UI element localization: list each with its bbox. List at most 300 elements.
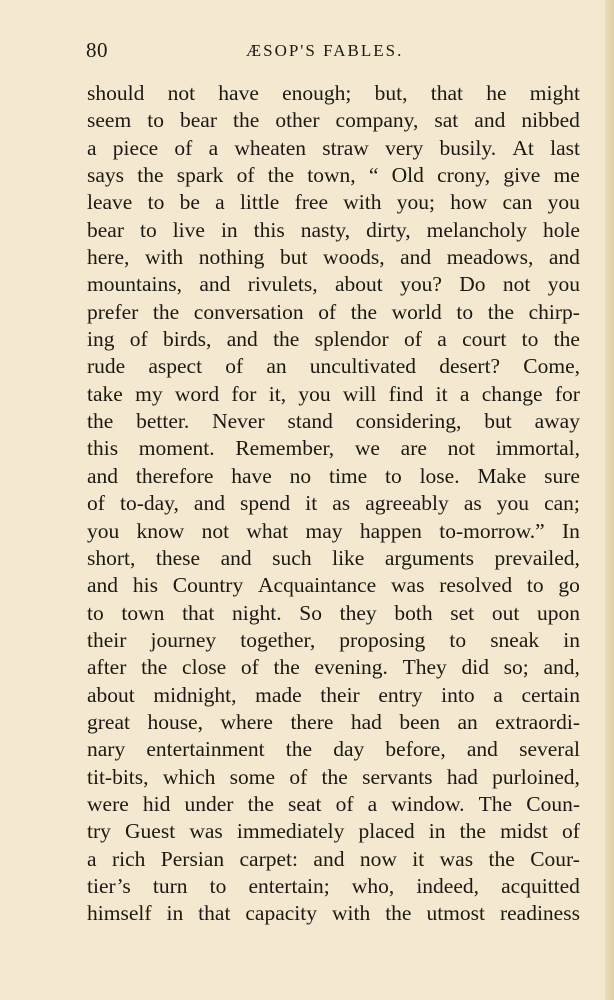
word: for <box>554 381 580 406</box>
text-line <box>87 107 580 134</box>
word: under <box>184 791 234 816</box>
word: bear <box>87 217 124 242</box>
word: melancholy <box>426 217 527 242</box>
word: prevailed, <box>494 545 580 570</box>
word: the <box>285 737 313 762</box>
word: and <box>226 327 258 352</box>
word: to <box>87 600 104 625</box>
word: can; <box>544 491 580 516</box>
word: no <box>289 463 312 488</box>
word: therefore <box>135 463 214 488</box>
text-line <box>87 518 580 545</box>
word: the <box>273 655 300 680</box>
word: and <box>220 545 252 570</box>
word: me <box>553 163 580 188</box>
word: been <box>399 709 440 734</box>
word: of <box>318 299 337 324</box>
word: know <box>136 518 185 543</box>
word: as <box>463 491 482 516</box>
word: of <box>562 819 580 844</box>
word: dirty, <box>366 217 411 242</box>
word: but, <box>374 81 408 105</box>
word: not <box>502 272 531 297</box>
word: to <box>385 463 402 488</box>
word: Make <box>477 463 527 488</box>
word: sneak <box>490 627 540 652</box>
word: have <box>218 81 259 105</box>
word: to <box>147 190 165 215</box>
word: very <box>385 135 424 160</box>
text-line <box>87 381 580 408</box>
text-line <box>87 791 580 818</box>
word: So <box>299 600 322 625</box>
text-line <box>87 490 580 517</box>
word: and <box>466 737 498 762</box>
word: nasty, <box>300 217 351 242</box>
word: tit-bits, <box>87 764 149 789</box>
word: try <box>87 819 111 844</box>
word: better. <box>136 409 190 434</box>
word: of <box>87 491 105 516</box>
word: agreeably <box>365 491 449 516</box>
word: to-morrow.” <box>439 518 545 543</box>
word: find <box>388 381 424 406</box>
word: rivulets, <box>247 272 318 297</box>
word: In <box>562 518 580 543</box>
word: where <box>220 709 273 734</box>
word: sure <box>544 463 580 488</box>
word: prefer <box>87 299 139 324</box>
word: upon <box>536 600 580 625</box>
word: my <box>135 381 163 406</box>
word: and <box>548 245 580 270</box>
text-line <box>87 408 580 435</box>
word: an <box>457 709 478 734</box>
text-line <box>87 217 580 244</box>
word: the <box>87 409 114 434</box>
word: were <box>87 791 129 816</box>
word: had <box>446 764 478 789</box>
word: you <box>547 190 580 215</box>
word: great <box>87 709 130 734</box>
word: They <box>402 655 447 680</box>
word: indeed, <box>416 873 479 898</box>
word: immortal, <box>495 436 580 461</box>
word: might <box>529 81 580 105</box>
word: utmost <box>426 901 485 926</box>
word: in <box>563 627 580 652</box>
word: other <box>275 108 320 133</box>
word: rich <box>111 846 146 871</box>
word: meadows, <box>446 245 534 270</box>
word: servants <box>362 764 433 789</box>
word: lose. <box>419 463 460 488</box>
word: arguments <box>384 545 475 570</box>
text-line <box>87 271 580 298</box>
word: says <box>87 163 125 188</box>
word: and <box>87 463 119 488</box>
word: short, <box>87 545 136 570</box>
word: leave <box>87 190 133 215</box>
text-line <box>87 189 580 216</box>
word: immediately <box>236 819 345 844</box>
word: house, <box>147 709 203 734</box>
text-line <box>87 709 580 736</box>
text-line <box>87 873 580 900</box>
word: day <box>333 737 365 762</box>
word: spark <box>176 163 224 188</box>
word: this <box>253 217 285 242</box>
word: that <box>198 901 231 926</box>
word: not <box>167 81 196 105</box>
word: the <box>487 299 515 324</box>
running-head-title: ÆSOP'S FABLES. <box>246 41 404 60</box>
word: it <box>412 846 425 871</box>
word: midnight, <box>153 682 237 707</box>
text-line <box>87 135 580 162</box>
word: go <box>558 573 580 598</box>
word: rude <box>87 354 126 379</box>
word: it <box>435 381 448 406</box>
word: may <box>305 518 343 543</box>
word: you <box>298 381 331 406</box>
word: entertainment <box>146 737 265 762</box>
word: a <box>493 682 503 707</box>
word: readiness <box>499 901 580 926</box>
word: several <box>519 737 580 762</box>
word: The <box>478 791 513 816</box>
word: this <box>87 436 119 461</box>
word: acquitted <box>501 873 580 898</box>
word: Cour- <box>530 846 580 871</box>
word: journey <box>150 627 217 652</box>
word: made <box>255 682 302 707</box>
word: placed <box>358 819 415 844</box>
word: be <box>179 190 200 215</box>
text-line <box>87 80 580 107</box>
word: Remember, <box>235 436 335 461</box>
word: bear <box>179 108 217 133</box>
word: about <box>334 272 383 297</box>
word: ing <box>87 327 115 352</box>
text-line <box>87 162 580 189</box>
word: moment. <box>138 436 215 461</box>
word: have <box>231 463 272 488</box>
word: considering, <box>355 409 462 434</box>
text-line <box>87 435 580 462</box>
word: and <box>87 573 119 598</box>
word: sat <box>434 108 459 133</box>
word: now <box>359 846 397 871</box>
body-text <box>87 80 580 928</box>
word: tier’s <box>87 873 131 898</box>
word: but <box>280 245 308 270</box>
word: Guest <box>125 819 176 844</box>
word: to <box>456 299 474 324</box>
word: the <box>267 163 295 188</box>
text-line <box>87 545 580 572</box>
text-line <box>87 572 580 599</box>
text-line <box>87 818 580 845</box>
word: wheaten <box>234 135 307 160</box>
text-line <box>87 764 580 791</box>
text-line <box>87 736 580 763</box>
word: a <box>215 190 225 215</box>
word: with <box>343 190 382 215</box>
word: chirp- <box>528 299 580 324</box>
word: before, <box>385 737 446 762</box>
word: crony, <box>437 163 491 188</box>
word: such <box>272 545 312 570</box>
word: Acquaintance <box>258 573 377 598</box>
word: to <box>139 217 157 242</box>
word: like <box>332 545 365 570</box>
word: the <box>350 299 378 324</box>
word: turn <box>152 873 188 898</box>
word: desert? <box>439 354 501 379</box>
word: splendor <box>314 327 389 352</box>
word: town, <box>307 163 356 188</box>
word: nibbed <box>521 108 580 133</box>
word: of <box>174 135 193 160</box>
word: to <box>147 108 164 133</box>
word: how <box>450 190 488 215</box>
word: himself <box>87 901 152 926</box>
word: are <box>400 436 427 461</box>
word: a <box>459 381 470 406</box>
word: the <box>141 655 168 680</box>
word: to-day, <box>119 491 179 516</box>
word: Old <box>391 163 424 188</box>
word: they <box>339 600 377 625</box>
word: enough; <box>282 81 352 105</box>
word: after <box>87 655 127 680</box>
word: but <box>484 409 512 434</box>
word: purloined, <box>492 764 580 789</box>
word: in <box>220 217 238 242</box>
word: window. <box>391 791 465 816</box>
text-line <box>87 627 580 654</box>
word: a <box>208 135 219 160</box>
word: free <box>294 190 329 215</box>
word: their <box>87 627 127 652</box>
text-line <box>87 463 580 490</box>
word: Never <box>212 409 265 434</box>
word: the <box>233 108 260 133</box>
word: you; <box>396 190 435 215</box>
word: birds, <box>163 327 212 352</box>
word: you <box>87 518 120 543</box>
word: can <box>502 190 533 215</box>
word: of <box>236 163 255 188</box>
word: seat <box>288 791 322 816</box>
word: away <box>534 409 580 434</box>
word: of <box>129 327 148 352</box>
word: live <box>172 217 205 242</box>
word: to <box>521 327 539 352</box>
word: you? <box>400 272 442 297</box>
word: about <box>87 682 135 707</box>
word: with <box>144 245 184 270</box>
word: Persian <box>160 846 225 871</box>
word: a <box>437 327 447 352</box>
word: that <box>182 600 215 625</box>
word: company, <box>335 108 419 133</box>
word: midst <box>500 819 548 844</box>
word: and <box>313 846 345 871</box>
word: town <box>121 600 165 625</box>
word: Come, <box>523 354 580 379</box>
word: resolved <box>439 573 513 598</box>
word: seem <box>87 108 132 133</box>
word: stand <box>287 409 333 434</box>
word: it, <box>268 381 287 406</box>
word: of <box>289 764 308 789</box>
word: entertain; <box>248 873 330 898</box>
word: change <box>481 381 543 406</box>
word: so; <box>503 655 529 680</box>
word: happen <box>359 518 422 543</box>
word: was <box>189 819 223 844</box>
word: straw <box>322 135 369 160</box>
word: word <box>174 381 220 406</box>
word: the <box>321 764 348 789</box>
word: piece <box>112 135 159 160</box>
word: Coun- <box>526 791 580 816</box>
word: aspect <box>148 354 203 379</box>
word: and, <box>543 655 580 680</box>
word: to <box>526 573 544 598</box>
word: together, <box>240 627 316 652</box>
word: was <box>391 573 425 598</box>
word: of <box>404 327 422 352</box>
word: we <box>354 436 380 461</box>
word: the <box>459 819 486 844</box>
word: woods, <box>323 245 385 270</box>
word: the <box>137 163 164 188</box>
word: you <box>496 491 530 516</box>
word: uncultivated <box>309 354 417 379</box>
word: conversation <box>193 299 304 324</box>
word: busily. <box>439 135 497 160</box>
word: of <box>225 354 244 379</box>
text-line <box>87 353 580 380</box>
word: some <box>229 764 276 789</box>
word: mountains, <box>87 272 182 297</box>
word: in <box>166 901 184 926</box>
word: these <box>155 545 201 570</box>
word: a <box>367 791 378 816</box>
word: he <box>486 81 507 105</box>
page-edge-shadow <box>605 0 614 1000</box>
word: proposing <box>339 627 426 652</box>
text-line <box>87 682 580 709</box>
word: will <box>342 381 377 406</box>
word: did <box>461 655 489 680</box>
text-line <box>87 654 580 681</box>
word: set <box>450 600 475 625</box>
word: the <box>152 299 180 324</box>
word: the <box>273 327 300 352</box>
word: an <box>266 354 287 379</box>
word: hid <box>142 791 171 816</box>
word: Do <box>459 272 486 297</box>
word: for <box>231 381 257 406</box>
word: take <box>87 381 123 406</box>
word: not <box>447 436 476 461</box>
word: capacity <box>245 901 318 926</box>
word: nothing <box>198 245 265 270</box>
word: had <box>350 709 382 734</box>
word: and <box>474 108 506 133</box>
word: the <box>385 901 412 926</box>
text-line <box>87 600 580 627</box>
word: their <box>320 682 360 707</box>
word: and <box>199 272 231 297</box>
text-line <box>87 846 580 873</box>
word: his <box>132 573 158 598</box>
word: of <box>335 791 354 816</box>
word: of <box>240 655 259 680</box>
word: out <box>491 600 520 625</box>
word: into <box>441 682 475 707</box>
word: and <box>400 245 432 270</box>
word: which <box>162 764 216 789</box>
word: both <box>394 600 433 625</box>
word: hole <box>542 217 580 242</box>
word: evening. <box>314 655 388 680</box>
word: to <box>449 627 467 652</box>
word: as <box>332 491 351 516</box>
word: was <box>439 846 474 871</box>
word: it <box>305 491 318 516</box>
word: the <box>553 327 580 352</box>
word: “ <box>368 163 379 188</box>
text-line <box>87 326 580 353</box>
page-number: 80 <box>86 38 108 62</box>
word: nary <box>87 737 126 762</box>
word: you <box>547 272 580 297</box>
word: with <box>331 901 371 926</box>
word: extraordi- <box>495 709 580 734</box>
word: should <box>87 81 145 105</box>
word: close <box>182 655 227 680</box>
word: entry <box>378 682 423 707</box>
word: night. <box>232 600 282 625</box>
text-line <box>87 244 580 271</box>
word: not <box>201 518 230 543</box>
word: court <box>462 327 507 352</box>
text-line <box>87 900 580 927</box>
word: who, <box>351 873 395 898</box>
word: world <box>391 299 442 324</box>
word: the <box>488 846 515 871</box>
word: in <box>428 819 446 844</box>
word: little <box>239 190 280 215</box>
word: time <box>328 463 368 488</box>
text-line <box>87 299 580 326</box>
word: the <box>247 791 274 816</box>
word: there <box>290 709 334 734</box>
word: that <box>430 81 463 105</box>
word: carpet: <box>239 846 298 871</box>
word: and <box>193 491 225 516</box>
word: Country <box>172 573 244 598</box>
word: last <box>550 135 580 160</box>
word: spend <box>240 491 291 516</box>
word: here, <box>87 245 130 270</box>
word: what <box>246 518 289 543</box>
